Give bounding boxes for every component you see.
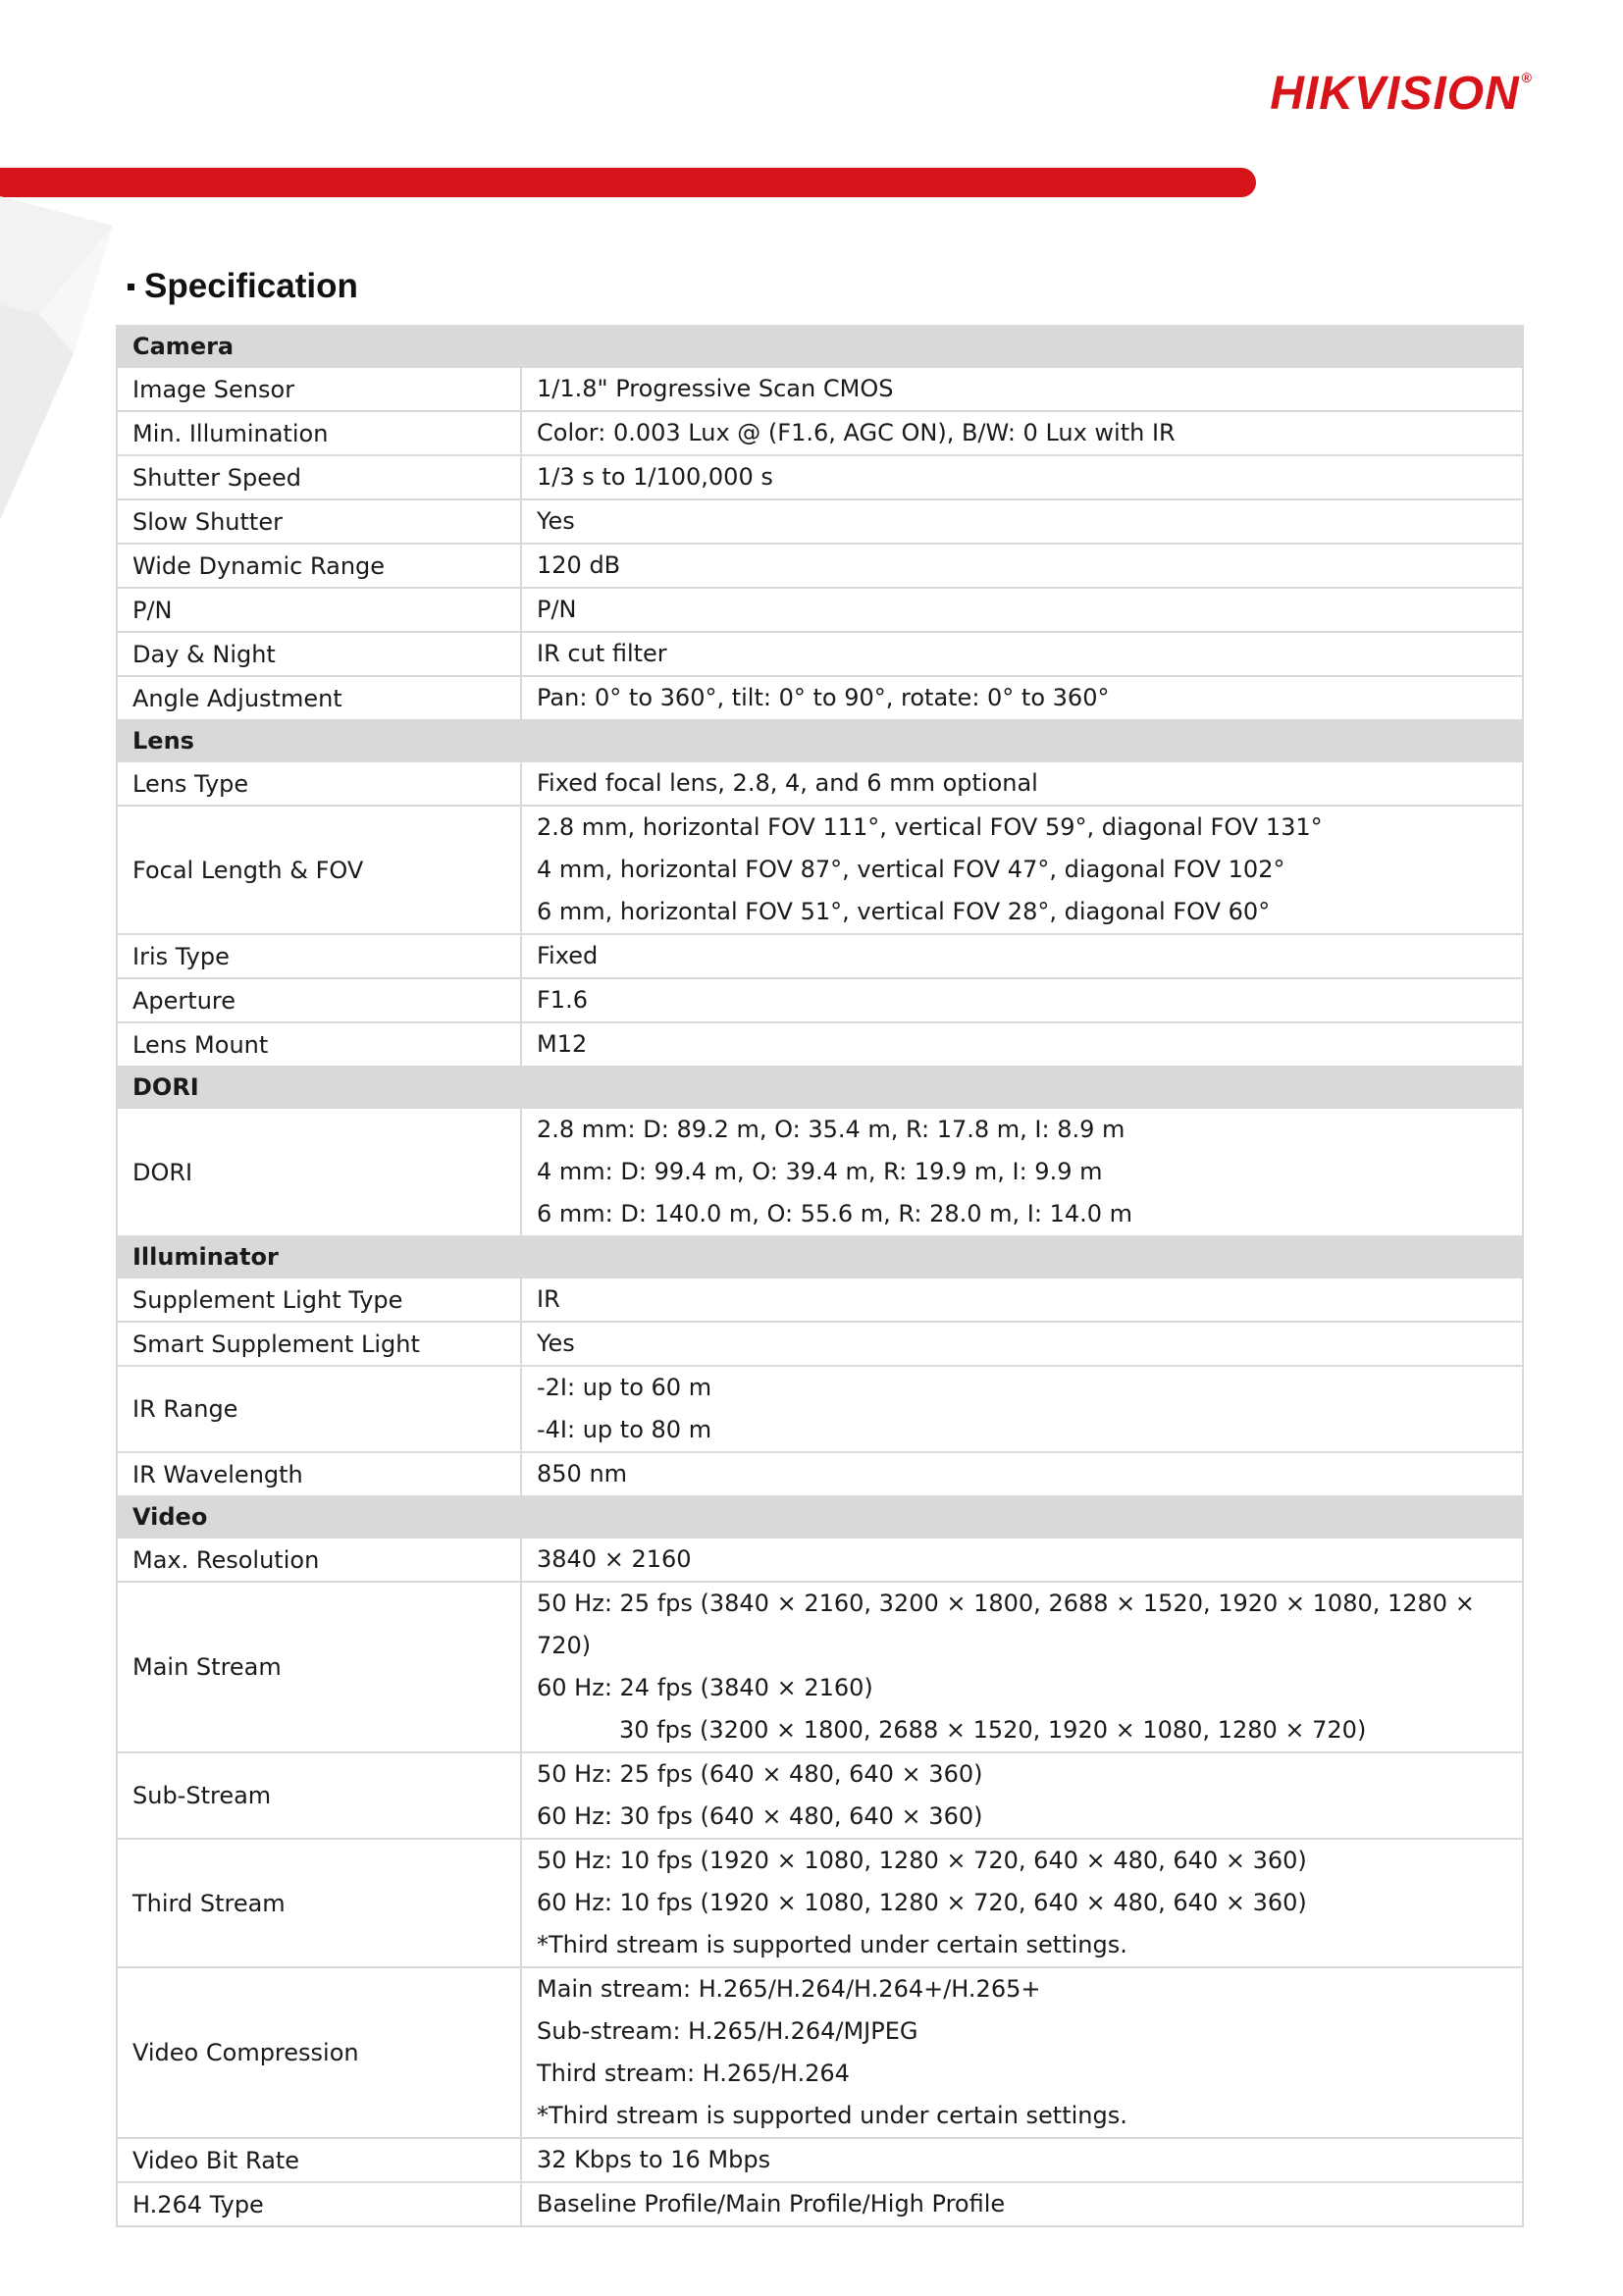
spec-value-line: 120 dB <box>537 551 621 579</box>
spec-value-line: Color: 0.003 Lux @ (F1.6, AGC ON), B/W: 0 Lux with IR <box>537 419 1176 446</box>
spec-section-header <box>117 326 1523 367</box>
spec-value-line: Fixed focal lens, 2.8, 4, and 6 mm optional <box>537 769 1038 797</box>
spec-row <box>117 1839 1523 1967</box>
spec-value-line: *Third stream is supported under certain settings. <box>537 1931 1127 1958</box>
spec-key: Video Bit Rate <box>117 2138 521 2182</box>
spec-row <box>117 1322 1523 1366</box>
brand-logo-text: HIKVISION <box>1270 68 1520 120</box>
spec-value <box>521 1839 1523 1967</box>
spec-row <box>117 499 1523 544</box>
spec-row <box>117 806 1523 934</box>
spec-value-line: 60 Hz: 30 fps (640 × 480, 640 × 360) <box>537 1802 983 1830</box>
spec-section-header <box>117 1496 1523 1538</box>
spec-value-line: 4 mm, horizontal FOV 87°, vertical FOV 47°, diagonal FOV 102° <box>537 856 1285 883</box>
spec-value-line: 32 Kbps to 16 Mbps <box>537 2146 771 2173</box>
spec-value <box>521 1538 1523 1582</box>
spec-value <box>521 2138 1523 2182</box>
spec-row <box>117 1967 1523 2138</box>
spec-row <box>117 411 1523 455</box>
spec-value <box>521 588 1523 632</box>
spec-section-label: DORI <box>117 1067 1523 1108</box>
spec-value <box>521 2182 1523 2226</box>
spec-row <box>117 632 1523 676</box>
spec-row <box>117 1366 1523 1452</box>
spec-value <box>521 1022 1523 1067</box>
section-title-text: Specification <box>144 267 358 305</box>
spec-key: Iris Type <box>117 934 521 978</box>
spec-value <box>521 1582 1523 1752</box>
spec-key: Smart Supplement Light <box>117 1322 521 1366</box>
spec-value <box>521 1752 1523 1839</box>
spec-value-line: -4I: up to 80 m <box>537 1416 712 1443</box>
spec-value-line: 60 Hz: 10 fps (1920 × 1080, 1280 × 720, 640 × 480, 640 × 360) <box>537 1889 1307 1916</box>
spec-value-line: Yes <box>537 1330 575 1357</box>
spec-value <box>521 632 1523 676</box>
spec-value-line: *Third stream is supported under certain settings. <box>537 2102 1127 2129</box>
spec-value-line: 2.8 mm: D: 89.2 m, O: 35.4 m, R: 17.8 m, I: 8.9 m <box>537 1116 1126 1143</box>
spec-row <box>117 1752 1523 1839</box>
spec-section-label: Lens <box>117 720 1523 761</box>
spec-value-line: Fixed <box>537 942 599 969</box>
spec-value <box>521 455 1523 499</box>
spec-key: Wide Dynamic Range <box>117 544 521 588</box>
spec-value-line: 1/3 s to 1/100,000 s <box>537 463 773 491</box>
spec-row <box>117 676 1523 720</box>
spec-row <box>117 1452 1523 1496</box>
spec-value-line: M12 <box>537 1030 588 1058</box>
spec-key: DORI <box>117 1108 521 1236</box>
spec-row <box>117 761 1523 806</box>
spec-key: Slow Shutter <box>117 499 521 544</box>
spec-row <box>117 367 1523 411</box>
spec-row <box>117 1582 1523 1752</box>
spec-value <box>521 934 1523 978</box>
spec-value-line: 6 mm, horizontal FOV 51°, vertical FOV 28°, diagonal FOV 60° <box>537 898 1271 925</box>
spec-row <box>117 544 1523 588</box>
spec-key: Angle Adjustment <box>117 676 521 720</box>
spec-row <box>117 2182 1523 2226</box>
spec-value <box>521 978 1523 1022</box>
header-accent-bar <box>0 168 1256 197</box>
spec-row <box>117 455 1523 499</box>
spec-section-label: Illuminator <box>117 1236 1523 1278</box>
bullet-icon <box>128 284 134 290</box>
spec-value <box>521 499 1523 544</box>
background-decoration <box>0 196 128 530</box>
spec-value <box>521 1108 1523 1236</box>
spec-key: Video Compression <box>117 1967 521 2138</box>
spec-row <box>117 2138 1523 2182</box>
brand-logo <box>1270 68 1533 120</box>
spec-key: H.264 Type <box>117 2182 521 2226</box>
spec-key: Shutter Speed <box>117 455 521 499</box>
registered-mark: ® <box>1521 70 1533 85</box>
spec-row <box>117 934 1523 978</box>
spec-value-line: 50 Hz: 25 fps (640 × 480, 640 × 360) <box>537 1760 983 1788</box>
spec-value <box>521 806 1523 934</box>
spec-value-line: 850 nm <box>537 1460 628 1487</box>
spec-value-line: F1.6 <box>537 986 588 1014</box>
spec-value <box>521 1278 1523 1322</box>
spec-value-line: -2I: up to 60 m <box>537 1374 712 1401</box>
spec-value <box>521 367 1523 411</box>
spec-value-line: 30 fps (3200 × 1800, 2688 × 1520, 1920 × 1080, 1280 × 720) <box>619 1716 1367 1744</box>
spec-key: Image Sensor <box>117 367 521 411</box>
spec-table <box>116 325 1524 2227</box>
spec-value-line: 1/1.8" Progressive Scan CMOS <box>537 375 894 402</box>
spec-key: Min. Illumination <box>117 411 521 455</box>
spec-value-line: 2.8 mm, horizontal FOV 111°, vertical FOV 59°, diagonal FOV 131° <box>537 813 1323 841</box>
spec-key: Lens Mount <box>117 1022 521 1067</box>
spec-value <box>521 1366 1523 1452</box>
spec-value-line: 50 Hz: 25 fps (3840 × 2160, 3200 × 1800, 2688 × 1520, 1920 × 1080, 1280 × 720) <box>537 1590 1475 1659</box>
spec-value-line: Third stream: H.265/H.264 <box>537 2060 850 2087</box>
spec-key: Focal Length & FOV <box>117 806 521 934</box>
spec-key: Max. Resolution <box>117 1538 521 1582</box>
spec-section-header <box>117 1236 1523 1278</box>
spec-value-line: Sub-stream: H.265/H.264/MJPEG <box>537 2017 918 2045</box>
spec-key: Sub-Stream <box>117 1752 521 1839</box>
spec-table-body <box>117 326 1523 2226</box>
spec-row <box>117 978 1523 1022</box>
spec-value-line: 50 Hz: 10 fps (1920 × 1080, 1280 × 720, 640 × 480, 640 × 360) <box>537 1847 1307 1874</box>
spec-value <box>521 761 1523 806</box>
spec-key: Main Stream <box>117 1582 521 1752</box>
spec-row <box>117 1538 1523 1582</box>
spec-section-header <box>117 1067 1523 1108</box>
spec-value-line: Baseline Profile/Main Profile/High Profile <box>537 2190 1006 2218</box>
spec-row <box>117 1022 1523 1067</box>
spec-section-label: Video <box>117 1496 1523 1538</box>
spec-value-line: IR cut filter <box>537 640 667 667</box>
section-title <box>128 267 358 306</box>
spec-value <box>521 411 1523 455</box>
spec-value-line: 60 Hz: 24 fps (3840 × 2160) <box>537 1674 873 1701</box>
spec-value-line: Yes <box>537 507 575 535</box>
spec-value <box>521 676 1523 720</box>
spec-row <box>117 588 1523 632</box>
spec-value <box>521 1967 1523 2138</box>
spec-value <box>521 544 1523 588</box>
spec-row <box>117 1278 1523 1322</box>
spec-key: P/N <box>117 588 521 632</box>
spec-key: Third Stream <box>117 1839 521 1967</box>
spec-value <box>521 1452 1523 1496</box>
spec-key: Aperture <box>117 978 521 1022</box>
spec-value <box>521 1322 1523 1366</box>
spec-value-line: Main stream: H.265/H.264/H.264+/H.265+ <box>537 1975 1041 2003</box>
spec-value-line: 3840 × 2160 <box>537 1545 692 1573</box>
spec-section-header <box>117 720 1523 761</box>
spec-section-label: Camera <box>117 326 1523 367</box>
spec-value-line: 6 mm: D: 140.0 m, O: 55.6 m, R: 28.0 m, I: 14.0 m <box>537 1200 1133 1227</box>
spec-value-line: P/N <box>537 596 577 623</box>
spec-key: Lens Type <box>117 761 521 806</box>
spec-key: Supplement Light Type <box>117 1278 521 1322</box>
spec-value-line: Pan: 0° to 360°, tilt: 0° to 90°, rotate: 0° to 360° <box>537 684 1110 711</box>
spec-value-line: 4 mm: D: 99.4 m, O: 39.4 m, R: 19.9 m, I: 9.9 m <box>537 1158 1103 1185</box>
spec-value-line: IR <box>537 1285 560 1313</box>
spec-key: IR Wavelength <box>117 1452 521 1496</box>
spec-key: IR Range <box>117 1366 521 1452</box>
spec-key: Day & Night <box>117 632 521 676</box>
spec-row <box>117 1108 1523 1236</box>
